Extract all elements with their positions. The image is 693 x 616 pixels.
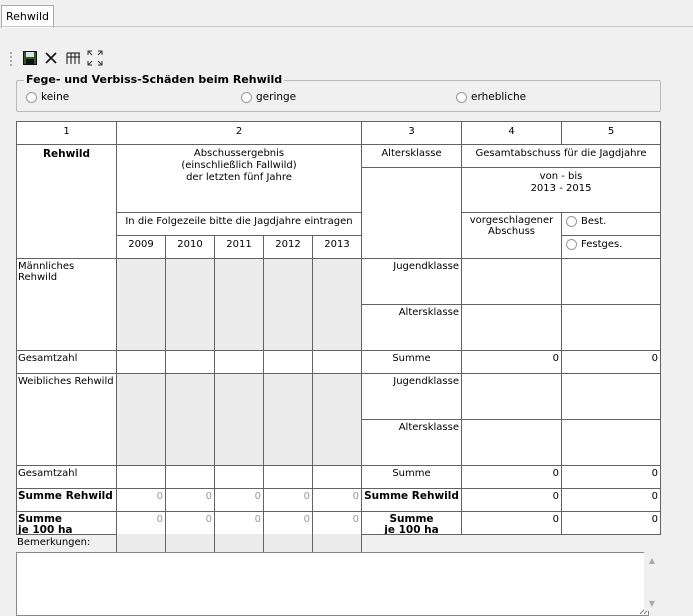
year-3[interactable]: 2012: [263, 235, 313, 259]
summe-value: 0: [561, 350, 661, 374]
summe_rehwild_years-3: 0: [263, 488, 313, 512]
m-gesamt-2[interactable]: [214, 350, 264, 374]
grid-icon[interactable]: [65, 50, 81, 66]
summe-value: 0: [561, 465, 661, 489]
m-gesamt-4[interactable]: [312, 350, 362, 374]
label-summe: Summe: [361, 465, 462, 489]
overflow-col-3: [263, 534, 313, 553]
label-weiblich-year-4[interactable]: [312, 373, 362, 466]
col-number-2: 2: [116, 121, 362, 145]
radio-icon: [566, 216, 577, 227]
label-maennlich-year-4[interactable]: [312, 258, 362, 351]
summe-value: 0: [461, 465, 562, 489]
radio-icon: [241, 92, 252, 103]
summe_rehwild_years-1: 0: [165, 488, 215, 512]
col-number-3: 3: [361, 121, 462, 145]
year-4[interactable]: 2013: [312, 235, 362, 259]
header-gesamtabschuss: Gesamtabschuss für die Jagdjahre: [461, 144, 661, 168]
total-value: 0: [561, 511, 661, 535]
col-number-4: 4: [461, 121, 562, 145]
label-weiblich-year-2[interactable]: [214, 373, 264, 466]
damage-group-title: Fege- und Verbiss-Schäden beim Rehwild: [26, 73, 283, 86]
label-weiblich-alters-vorschlag[interactable]: [461, 419, 562, 466]
year-1[interactable]: 2010: [165, 235, 215, 259]
label-maennlich-jugend-fest[interactable]: [561, 258, 661, 305]
m-gesamt-0[interactable]: [116, 350, 166, 374]
total-value: 0: [561, 488, 661, 512]
label-weiblich-jugend-vorschlag[interactable]: [461, 373, 562, 420]
label-altersklasse: Altersklasse: [361, 419, 462, 466]
summe_100_years-2: 0: [214, 511, 264, 535]
total-value: 0: [461, 511, 562, 535]
w-gesamt-0[interactable]: [116, 465, 166, 489]
summe-value: 0: [461, 350, 562, 374]
label-maennlich-year-0[interactable]: [116, 258, 166, 351]
label-altersklasse: Altersklasse: [361, 304, 462, 351]
tab-divider: [0, 26, 693, 27]
radio-keine[interactable]: [26, 91, 69, 103]
summe_100_years-1: 0: [165, 511, 215, 535]
label-maennlich: Männliches Rehwild: [16, 258, 117, 351]
w-gesamt-1[interactable]: [165, 465, 215, 489]
label-maennlich-alters-vorschlag[interactable]: [461, 304, 562, 351]
folgezeile-hint: In die Folgezeile bitte die Jagdjahre eintragen: [116, 212, 362, 236]
year-0[interactable]: 2009: [116, 235, 166, 259]
label-summe: Summe: [361, 350, 462, 374]
radio-label: Best.: [581, 216, 607, 227]
radio-label: keine: [41, 91, 70, 103]
overflow-col-1: [165, 534, 215, 553]
label-maennlich-year-2[interactable]: [214, 258, 264, 351]
m-gesamt-1[interactable]: [165, 350, 215, 374]
label-summe_100_years: Summe je 100 ha: [16, 511, 117, 535]
label-maennlich-alters-fest[interactable]: [561, 304, 661, 351]
summe_rehwild_years-4: 0: [312, 488, 362, 512]
label-weiblich: Weibliches Rehwild: [16, 373, 117, 466]
toolbar-grip: [10, 52, 14, 66]
header-vorgeschlagen: vorgeschlagener Abschuss: [461, 212, 562, 259]
altersklasse-blank: [361, 167, 462, 259]
label-gesamtzahl: Gesamtzahl: [16, 465, 117, 489]
label-weiblich-year-3[interactable]: [263, 373, 313, 466]
summe_rehwild_years-0: 0: [116, 488, 166, 512]
summe_100_years-3: 0: [263, 511, 313, 535]
w-gesamt-2[interactable]: [214, 465, 264, 489]
radio-erhebliche[interactable]: [456, 91, 526, 103]
label-weiblich-jugend-fest[interactable]: [561, 373, 661, 420]
radio-best[interactable]: [561, 212, 661, 236]
overflow-col-4: [312, 534, 362, 553]
overflow-col-0: [116, 534, 166, 553]
remarks-textarea[interactable]: [16, 552, 649, 616]
label-gesamtzahl: Gesamtzahl: [16, 350, 117, 374]
label-maennlich-jugend-vorschlag[interactable]: [461, 258, 562, 305]
tab-rehwild[interactable]: Rehwild: [1, 5, 54, 28]
w-gesamt-3[interactable]: [263, 465, 313, 489]
summe_100_years-0: 0: [116, 511, 166, 535]
label-maennlich-year-3[interactable]: [263, 258, 313, 351]
radio-icon: [566, 239, 577, 250]
summe_100_years-4: 0: [312, 511, 362, 535]
close-icon[interactable]: [43, 50, 59, 66]
col-number-5: 5: [561, 121, 661, 145]
label-summe_100_years-col3: Summe je 100 ha: [361, 511, 462, 535]
radio-label: geringe: [256, 91, 297, 103]
header-altersklasse: Altersklasse: [361, 144, 462, 168]
m-gesamt-3[interactable]: [263, 350, 313, 374]
summe_rehwild_years-2: 0: [214, 488, 264, 512]
remarks-scrollbar[interactable]: ▲ ▼: [644, 552, 660, 611]
remarks-label: Bemerkungen:: [17, 537, 91, 548]
radio-geringe[interactable]: [241, 91, 296, 103]
w-gesamt-4[interactable]: [312, 465, 362, 489]
label-weiblich-alters-fest[interactable]: [561, 419, 661, 466]
label-summe_rehwild_years-col3: Summe Rehwild: [361, 488, 462, 512]
radio-label: erhebliche: [471, 91, 527, 103]
radio-festges[interactable]: [561, 235, 661, 259]
overflow-col-2: [214, 534, 264, 553]
radio-label: Festges.: [581, 239, 623, 250]
radio-icon: [456, 92, 467, 103]
label-jugendklasse: Jugendklasse: [361, 258, 462, 305]
year-2[interactable]: 2011: [214, 235, 264, 259]
save-icon[interactable]: [22, 50, 38, 66]
header-von-bis: von - bis 2013 - 2015: [461, 167, 661, 213]
label-weiblich-year-0[interactable]: [116, 373, 166, 466]
label-weiblich-year-1[interactable]: [165, 373, 215, 466]
radio-icon: [26, 92, 37, 103]
label-jugendklasse: Jugendklasse: [361, 373, 462, 420]
header-rehwild: Rehwild: [16, 144, 117, 259]
label-maennlich-year-1[interactable]: [165, 258, 215, 351]
col-number-1: 1: [16, 121, 117, 145]
label-summe_rehwild_years: Summe Rehwild: [16, 488, 117, 512]
total-value: 0: [461, 488, 562, 512]
header-abschuss: Abschussergebnis (einschließlich Fallwild) der letzten fünf Jahre: [116, 144, 362, 213]
expand-icon[interactable]: [87, 50, 103, 66]
